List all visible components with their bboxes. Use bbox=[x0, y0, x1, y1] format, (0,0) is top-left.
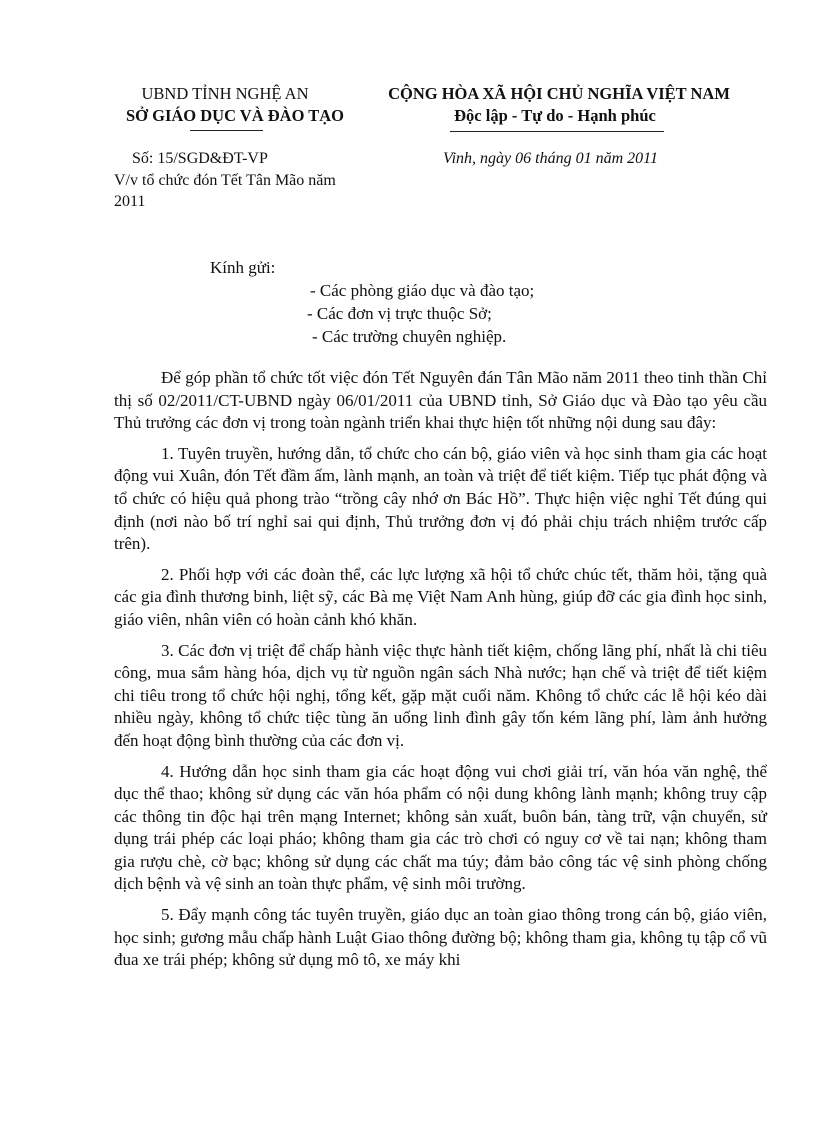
document-number: Số: 15/SGD&ĐT-VP bbox=[132, 150, 268, 167]
issuing-authority: UBND TỈNH NGHỆ AN bbox=[141, 84, 309, 103]
subject-line-1: V/v tổ chức đón Tết Tân Mão năm bbox=[114, 172, 336, 189]
item-paragraph-1: 1. Tuyên truyền, hướng dẫn, tổ chức cho cán bộ, giáo viên và học sinh tham gia các hoạt động vui Xuân, đón Tết đầm ấm, lành mạnh, an toàn và triệt để tiết kiệm. Tiếp tục phát động và tổ chức có hiệu quả phong trào “trồng cây nhớ ơn Bác Hồ”. Thực hiện việc nghỉ Tết đúng qui định (nơi nào bố trí nghỉ sai qui định, Thủ trưởng đơn vị đó phải chịu trách nhiệm trước cấp trên). bbox=[114, 443, 767, 554]
place-and-date: Vinh, ngày 06 tháng 01 năm 2011 bbox=[443, 150, 658, 167]
recipient-item: - Các trường chuyên nghiệp. bbox=[312, 327, 507, 346]
salutation: Kính gửi: bbox=[210, 258, 276, 277]
national-title: CỘNG HÒA XÃ HỘI CHỦ NGHĨA VIỆT NAM bbox=[388, 84, 730, 103]
subject-line-2: 2011 bbox=[114, 193, 146, 210]
issuing-department: SỞ GIÁO DỤC VÀ ĐÀO TẠO bbox=[125, 106, 345, 125]
intro-paragraph: Để góp phần tổ chức tốt việc đón Tết Nguyên đán Tân Mão năm 2011 theo tinh thần Chỉ thị số 02/2011/CT-UBND ngày 06/01/2011 của UBND tỉnh, Sở Giáo dục và Đào tạo yêu cầu Thủ trưởng các đơn vị trong toàn ngành triển khai thực hiện tốt những nội dung sau đây: bbox=[114, 368, 767, 433]
right-header-rule bbox=[450, 131, 664, 132]
item-paragraph-5: 5. Đẩy mạnh công tác tuyên truyền, giáo dục an toàn giao thông trong cán bộ, giáo viên, học sinh; gương mẫu chấp hành Luật Giao thông đường bộ; không tham gia, không tụ tập cổ vũ đua xe trái phép; không sử dụng mô tô, xe máy khi bbox=[114, 905, 767, 970]
recipient-item: - Các phòng giáo dục và đào tạo; bbox=[310, 281, 535, 300]
item-paragraph-4: 4. Hướng dẫn học sinh tham gia các hoạt động vui chơi giải trí, văn hóa văn nghệ, thể dục thể thao; không sử dụng các văn hóa phẩm có nội dung không lành mạnh; không truy cập các thông tin độc hại trên mạng Internet; không sản xuất, buôn bán, tàng trữ, vận chuyển, sử dụng trái phép các loại pháo; không tham gia các trò chơi có nguy cơ về tai nạn; không tham gia rượu chè, cờ bạc; không sử dụng các chất ma túy; đảm bảo công tác vệ sinh phòng chống dịch bệnh và vệ sinh an toàn thực phẩm, vệ sinh môi trường. bbox=[114, 761, 767, 894]
left-header-rule bbox=[190, 130, 263, 131]
item-paragraph-3: 3. Các đơn vị triệt để chấp hành việc thực hành tiết kiệm, chống lãng phí, nhất là chi tiêu công, mua sắm hàng hóa, dịch vụ từ nguồn ngân sách Nhà nước; hạn chế và triệt để tiết kiệm chi tiêu trong tổ chức hội nghị, tổng kết, gặp mặt cuối năm. Không tổ chức các lễ hội kéo dài nhiều ngày, không tổ chức tiệc tùng ăn uống linh đình gây tốn kém lãng phí, làm ảnh hưởng đến hoạt động bình thường của các đơn vị. bbox=[114, 640, 767, 750]
recipient-item: - Các đơn vị trực thuộc Sở; bbox=[307, 304, 492, 323]
document-body bbox=[114, 367, 767, 980]
national-motto: Độc lập - Tự do - Hạnh phúc bbox=[454, 106, 656, 125]
item-paragraph-2: 2. Phối hợp với các đoàn thể, các lực lượng xã hội tổ chức chúc tết, thăm hỏi, tặng quà các gia đình thương binh, liệt sỹ, các Bà mẹ Việt Nam Anh hùng, giúp đỡ các gia đình học sinh, giáo viên, nhân viên có hoàn cảnh khó khăn. bbox=[114, 564, 767, 629]
